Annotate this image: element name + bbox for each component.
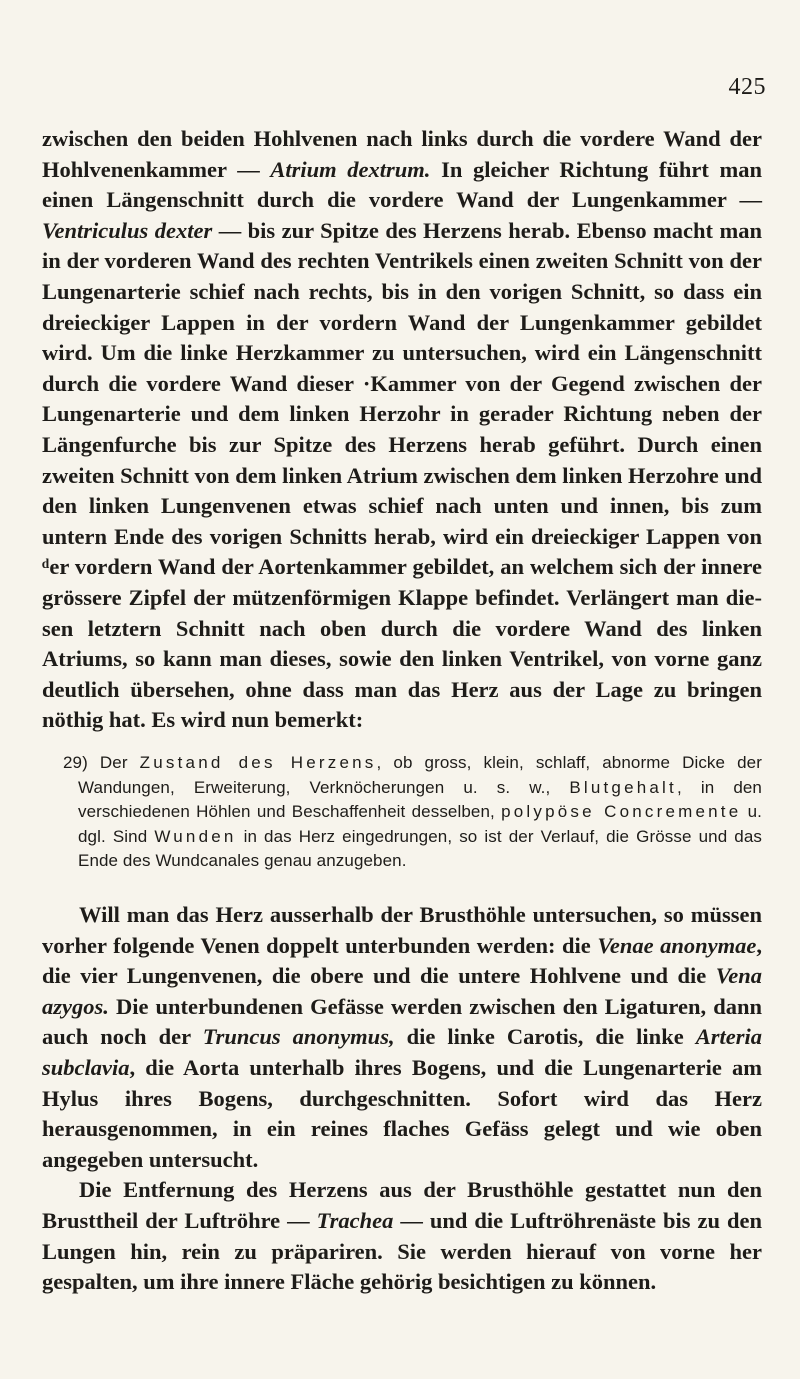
italic-term-venae-anonymae: Venae anonymae [597, 932, 757, 958]
text-run: zwischen den beiden Hohlvenen nach links durch die vordere Wand der Hohlvenenkammer — [42, 126, 762, 182]
text-run: , ob gross, klein, schlaff, abnorme Dicke der Wandungen, Erweiterung, Verknöcherungen u. s. w., [78, 753, 762, 797]
italic-term-trachea: Trachea [316, 1207, 394, 1233]
text-run: , in den verschiedenen Höhlen und Beschaffenheit desselben, [78, 777, 762, 822]
spaced-term: polypöse Concremente [501, 802, 742, 822]
text-run: In gleicher Richtung führt man einen Längenschnitt durch die vordere Wand der Lungenkammer — [42, 156, 762, 213]
spaced-term: Wunden [154, 826, 237, 846]
body-text-bottom [42, 900, 762, 1298]
text-run: — bis zur Spitze des Herzens herab. Ebenso macht man in der vorderen Wand des rechten Ventrikels einen zweiten Schnitt von der Lungenarterie schief nach rechts, bis in den vorigen Schnitt, so dass ein dreieckiger Lappen in der vordern Wand der Lungenkammer gebildet wird. Um die linke Herzkammer zu untersuchen, wird ein Längenschnitt durch die vordere Wand dieser ·Kammer von der Gegend zwischen der Lungenarterie und dem linken Herzohr in gerader Richtung neben der Längenfurche bis zur Spitze des Herzens herab geführt. Durch einen zweiten Schnitt von dem linken Atrium zwischen dem linken Herzohre und den linken Lungenvenen etwas schief nach unten und innen, bis zum untern Ende des vorigen Schnitts herab, wird ein dreieckiger Lappen von ᵈer vordern Wand der Aortenkammer gebildet, an welchem sich der innere grössere Zipfel der mützenförmigen Klappe befindet. Verlängert man diesen letztern Schnitt nach oben durch die vordere Wand des linken Atriums, so kann man dieses, sowie den linken Ventrikel, von vorne ganz deutlich übersehen, ohne dass man das Herz aus der Lage zu bringen nöthig hat. Es wird nun bemerkt: [42, 217, 762, 733]
item-29-text [42, 751, 762, 874]
page-number: 425 [728, 74, 766, 100]
spaced-term: Blutgehalt [569, 777, 677, 797]
paragraph-heart-dissection [42, 124, 762, 736]
item-number: 29) [63, 753, 88, 772]
text-run: Will man das Herz ausserhalb der Brusthöhle untersuchen, so müssen vorher folgende Venen doppelt unterbunden werden: die [42, 902, 762, 958]
italic-term-vena-azygos: Vena azygos. [42, 963, 762, 1019]
italic-term-atrium-dextrum: Atrium dextrum. [270, 156, 431, 182]
numbered-item-29 [42, 751, 762, 874]
paragraph-trachea [42, 1175, 762, 1297]
text-run: Der [87, 753, 140, 772]
text-run: u. dgl. Sind [78, 802, 762, 846]
spaced-term: Zustand des Herzens [139, 753, 377, 772]
italic-term-ventriculus-dexter: Ventriculus dexter [42, 217, 213, 243]
text-run: die linke Carotis, die linke [394, 1024, 696, 1050]
text-run: Die unterbundenen Gefässe werden zwischen den Ligaturen, dann auch noch der [42, 993, 762, 1050]
paragraph-heart-removal [42, 900, 762, 1175]
text-run: — und die Luftröhrenäste bis zu den Lungen hin, rein zu präpariren. Sie werden hierauf von vorne her gespalten, um ihre innere Fläche gehörig besichtigen zu können. [42, 1207, 762, 1295]
text-run: Die Entfernung des Herzens aus der Brusthöhle gestattet nun den Brusttheil der Luftröhre — [42, 1177, 762, 1233]
italic-term-arteria-subclavia: Arteria subclavia [42, 1024, 762, 1080]
body-text-top [42, 124, 762, 736]
text-run: , die Aorta unterhalb ihres Bogens, und die Lungenarterie am Hylus ihres Bogens, durchgeschnitten. Sofort wird das Herz herausgenommen, in ein reines flaches Gefäss gelegt und wie oben angegeben untersucht. [42, 1054, 762, 1172]
text-run: , die vier Lungenvenen, die obere und die untere Hohlvene und die [42, 932, 762, 989]
italic-term-truncus-anonymus: Truncus anonymus, [202, 1024, 395, 1050]
text-run: in das Herz eingedrungen, so ist der Verlauf, die Grösse und das Ende des Wundcanales genau anzugeben. [78, 826, 763, 871]
